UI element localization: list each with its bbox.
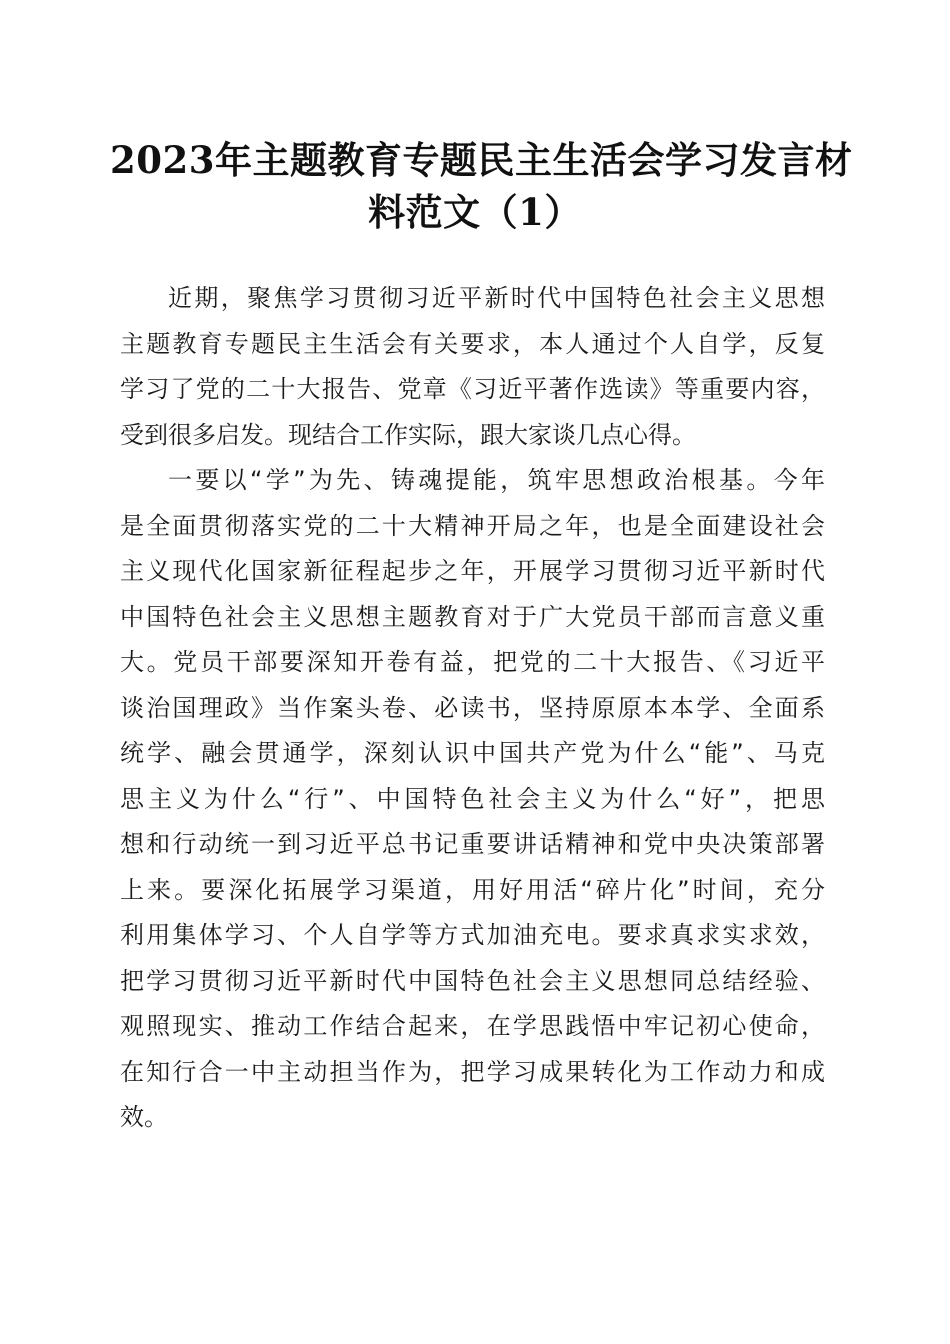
paragraph-line: 近期，聚焦学习贯彻习近平新时代中国特色社会主义思想	[168, 284, 825, 312]
paragraph-line: 一要以“学”为先、铸魂提能，筑牢思想政治根基。今年	[168, 466, 825, 494]
paragraph-line: 在知行合一中主动担当作为，把学习成果转化为工作动力和成	[120, 1057, 825, 1086]
document-title	[110, 134, 853, 238]
paragraph-line: 谈治国理政》当作案头卷、必读书，坚持原原本本学、全面系	[120, 693, 825, 722]
paragraph-line: 主义现代化国家新征程起步之年，开展学习贯彻习近平新时代	[120, 557, 825, 585]
paragraph-line: 利用集体学习、个人自学等方式加油充电。要求真求实求效，	[120, 921, 825, 949]
paragraph-line: 上来。要深化拓展学习渠道，用好用活“碎片化”时间，充分	[120, 875, 825, 904]
paragraph-line: 中国特色社会主义思想主题教育对于广大党员干部而言意义重	[120, 602, 825, 631]
paragraph-line: 受到很多启发。现结合工作实际，跟大家谈几点心得。	[120, 420, 696, 449]
paragraph-1	[120, 276, 825, 458]
paragraph-line: 主题教育专题民主生活会有关要求，本人通过个人自学，反复	[120, 329, 825, 358]
paragraph-line: 想和行动统一到习近平总书记重要讲话精神和党中央决策部署	[120, 830, 825, 858]
paragraph-2	[120, 458, 825, 1141]
paragraph-line: 统学、融会贯通学，深刻认识中国共产党为什么“能”、马克	[120, 739, 825, 767]
title-line-1: 2023年主题教育专题民主生活会学习发言材	[110, 138, 853, 182]
paragraph-line: 观照现实、推动工作结合起来，在学思践悟中牢记初心使命，	[120, 1012, 825, 1040]
title-line-2: 料范文（1）	[368, 190, 582, 234]
paragraph-line: 思主义为什么“行”、中国特色社会主义为什么“好”，把思	[120, 784, 825, 813]
paragraph-line: 大。党员干部要深知开卷有益，把党的二十大报告、《习近平	[120, 648, 825, 676]
paragraph-line: 是全面贯彻落实党的二十大精神开局之年，也是全面建设社会	[120, 511, 825, 540]
paragraph-line: 效。	[120, 1103, 168, 1131]
paragraph-line: 把学习贯彻习近平新时代中国特色社会主义思想同总结经验、	[120, 966, 825, 995]
paragraph-line: 学习了党的二十大报告、党章《习近平著作选读》等重要内容，	[120, 375, 825, 403]
document-body	[120, 276, 825, 1141]
